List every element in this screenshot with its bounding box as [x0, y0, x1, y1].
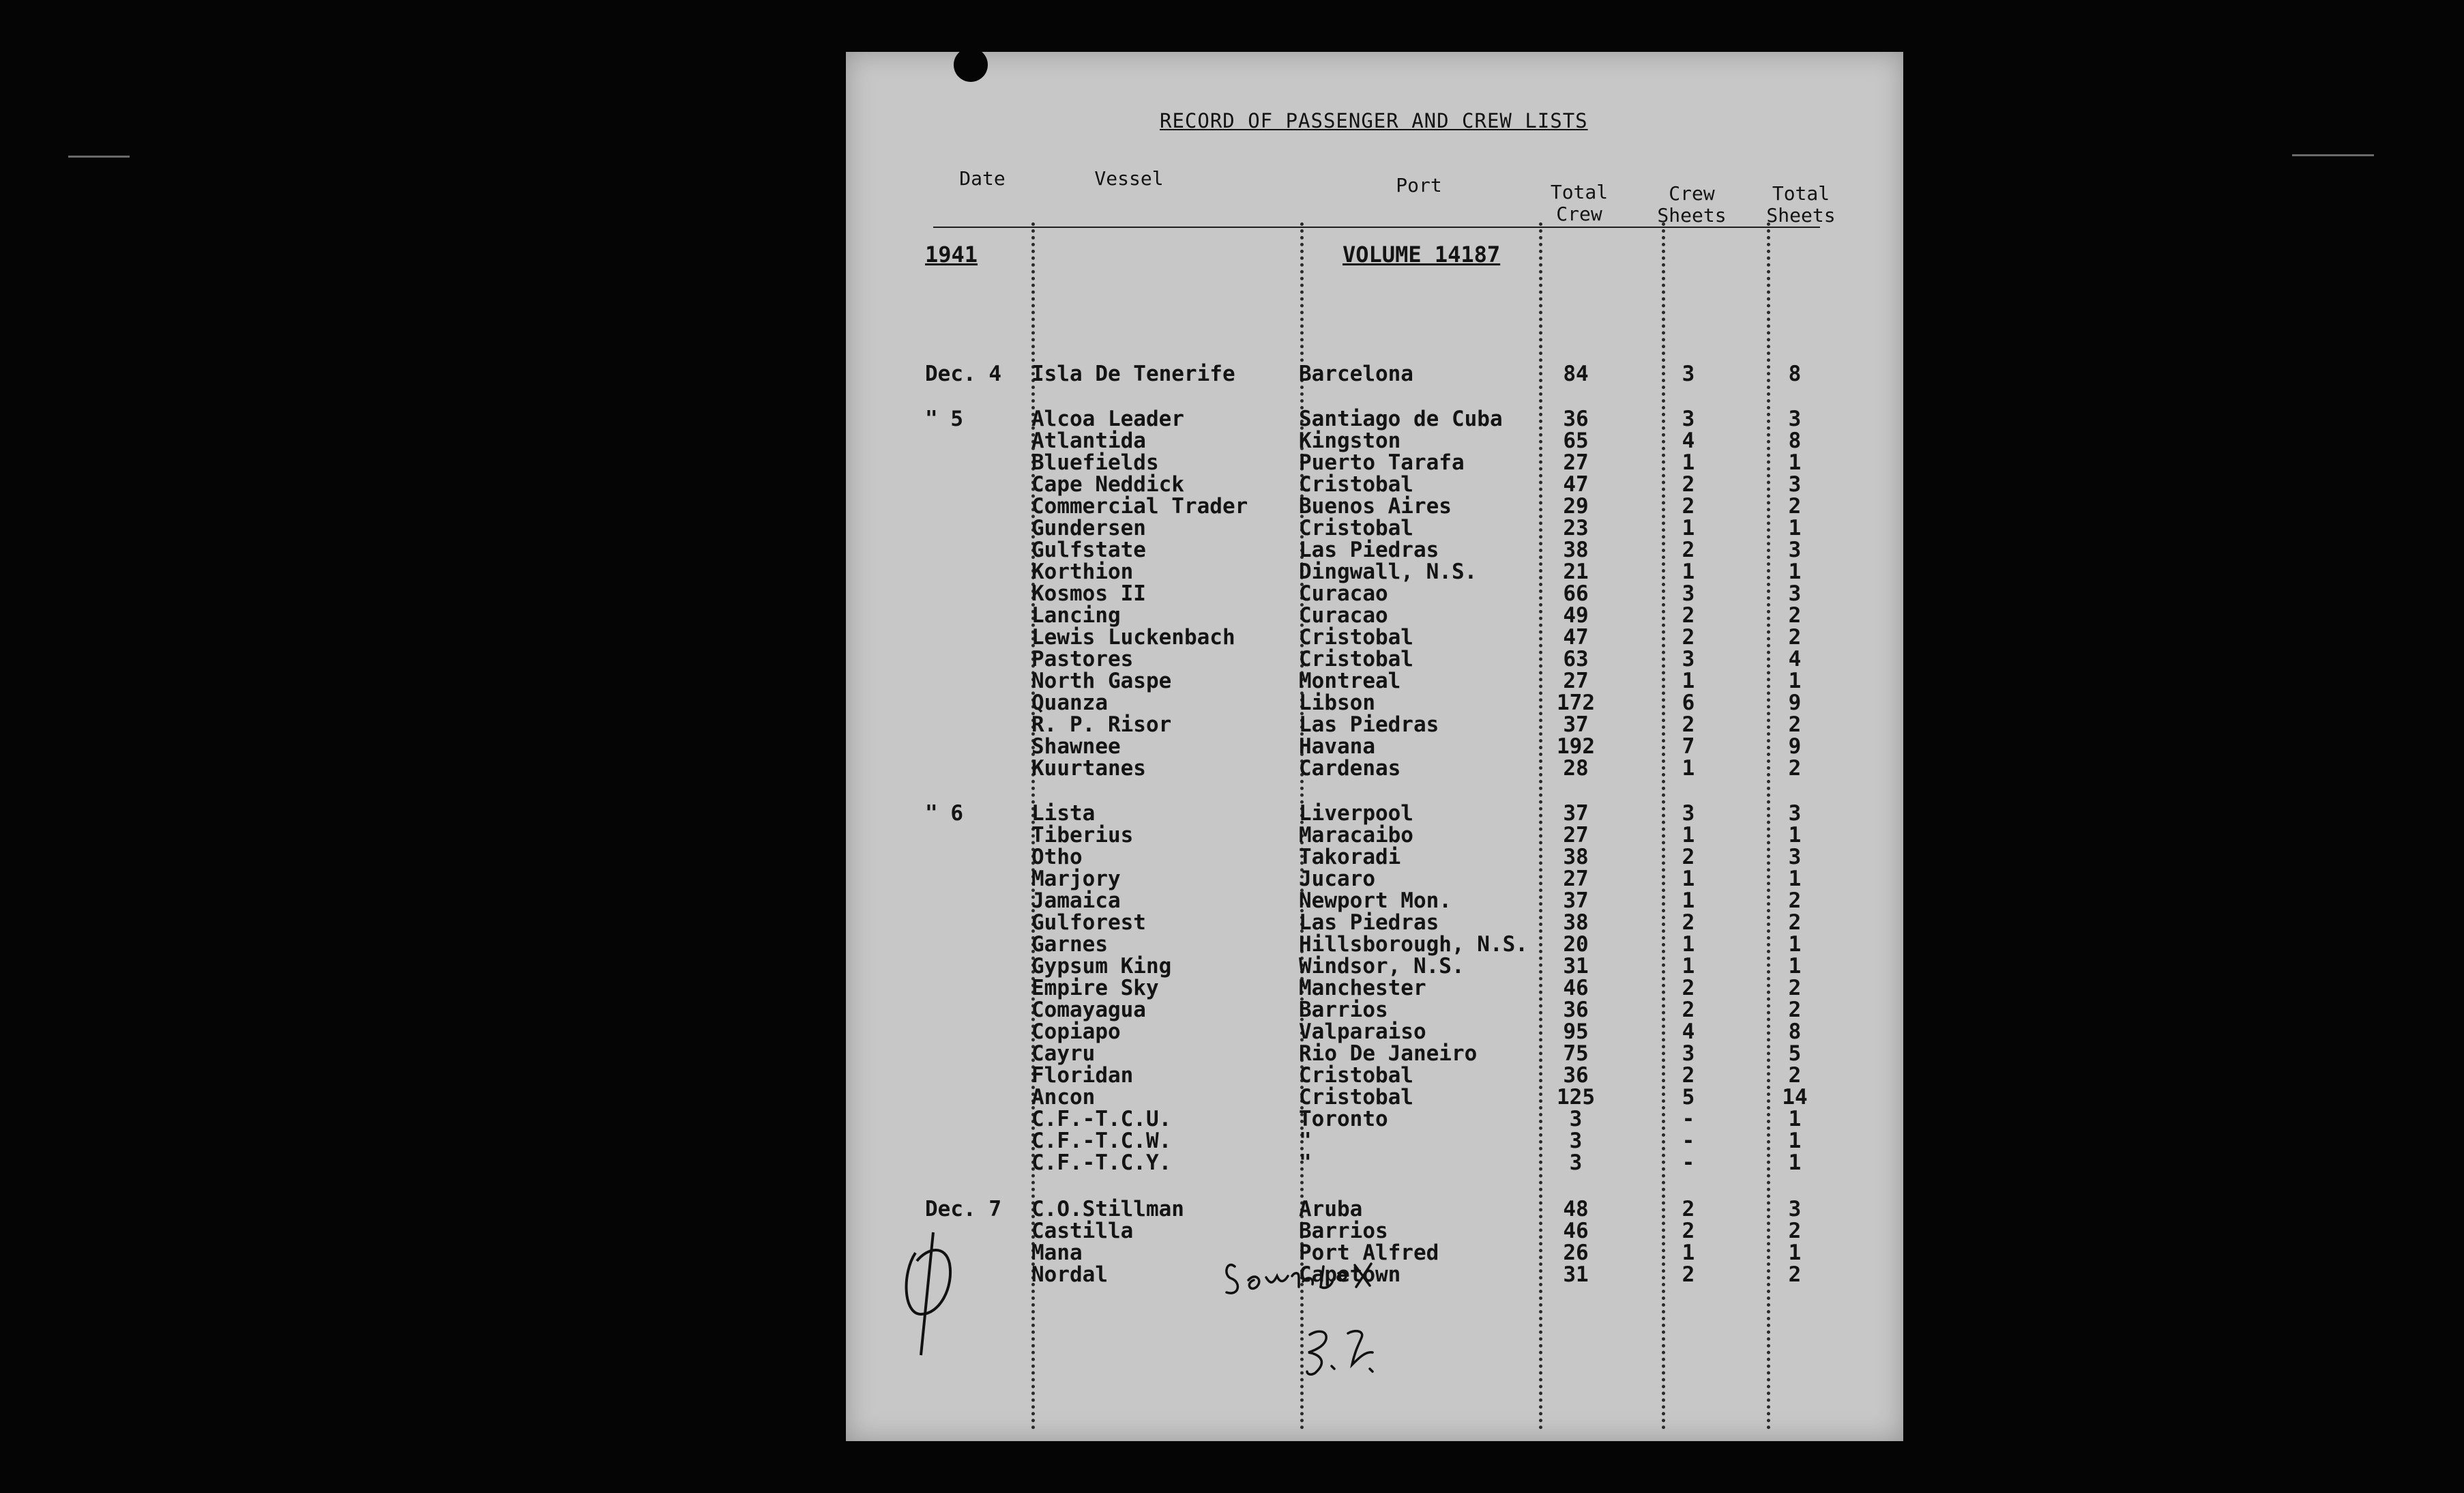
table-row [846, 561, 1903, 583]
row-total-crew: 47 [1563, 625, 1589, 650]
document-title: RECORD OF PASSENGER AND CREW LISTS [1160, 109, 1588, 132]
row-date: " 5 [925, 407, 963, 431]
table-row [846, 714, 1903, 736]
row-vessel: Pastores [1031, 647, 1134, 671]
row-crew-sheets: - [1682, 1150, 1695, 1175]
row-vessel: North Gaspe [1031, 669, 1172, 693]
row-total-crew: 49 [1563, 603, 1589, 628]
row-port: Manchester [1299, 976, 1426, 1000]
row-total-crew: 75 [1563, 1041, 1589, 1066]
table-row [846, 736, 1903, 757]
row-vessel: Korthion [1031, 560, 1134, 584]
row-total-sheets: 2 [1788, 494, 1802, 519]
row-total-sheets: 2 [1788, 1063, 1802, 1088]
row-total-sheets: 9 [1788, 691, 1802, 715]
table-row [846, 430, 1903, 452]
table-row [846, 692, 1903, 714]
table-row [846, 452, 1903, 474]
row-vessel: C.F.-T.C.U. [1031, 1107, 1172, 1131]
row-vessel: Castilla [1031, 1219, 1134, 1243]
row-port: Cristobal [1299, 625, 1413, 650]
table-row [846, 1130, 1903, 1152]
row-crew-sheets: 1 [1682, 669, 1695, 693]
table-row [846, 955, 1903, 977]
row-vessel: Gulfstate [1031, 538, 1146, 562]
row-vessel: Empire Sky [1031, 976, 1159, 1000]
table-row [846, 1021, 1903, 1043]
row-total-crew: 27 [1563, 450, 1589, 475]
handwritten-circle-mark [900, 1226, 969, 1362]
row-total-sheets: 2 [1788, 756, 1802, 781]
row-port: Las Piedras [1299, 538, 1439, 562]
row-total-sheets: 1 [1788, 954, 1802, 979]
row-total-crew: 46 [1563, 976, 1589, 1000]
row-crew-sheets: 4 [1682, 429, 1695, 453]
row-total-sheets: 3 [1788, 581, 1802, 606]
row-total-sheets: 1 [1788, 560, 1802, 584]
row-total-sheets: 1 [1788, 1107, 1802, 1131]
row-total-sheets: 2 [1788, 910, 1802, 935]
table-row [846, 1198, 1903, 1220]
row-port: Kingston [1299, 429, 1401, 453]
table-row [846, 1108, 1903, 1130]
row-port: Barrios [1299, 1219, 1388, 1243]
row-port: Barrios [1299, 998, 1388, 1022]
table-row [846, 802, 1903, 824]
row-crew-sheets: 2 [1682, 910, 1695, 935]
row-vessel: Garnes [1031, 932, 1108, 957]
table-row [846, 868, 1903, 890]
table-row [846, 363, 1903, 385]
row-crew-sheets: 2 [1682, 538, 1695, 562]
row-vessel: C.F.-T.C.W. [1031, 1129, 1172, 1153]
row-total-sheets: 8 [1788, 1019, 1802, 1044]
row-total-sheets: 3 [1788, 538, 1802, 562]
table-row [846, 626, 1903, 648]
row-crew-sheets: 2 [1682, 1262, 1695, 1287]
row-port: Dingwall, N.S. [1299, 560, 1478, 584]
row-total-crew: 31 [1563, 954, 1589, 979]
row-total-crew: 27 [1563, 669, 1589, 693]
row-crew-sheets: 2 [1682, 625, 1695, 650]
row-total-crew: 38 [1563, 845, 1589, 869]
row-port: Puerto Tarafa [1299, 450, 1465, 475]
row-port: Buenos Aires [1299, 494, 1452, 519]
row-port: Las Piedras [1299, 910, 1439, 935]
header-rule [933, 227, 1820, 228]
row-port: Cristobal [1299, 1085, 1413, 1110]
row-date: " 6 [925, 801, 963, 826]
row-total-sheets: 1 [1788, 1129, 1802, 1153]
row-total-crew: 3 [1569, 1107, 1583, 1131]
row-total-sheets: 3 [1788, 472, 1802, 497]
row-total-sheets: 1 [1788, 516, 1802, 540]
row-total-sheets: 2 [1788, 1219, 1802, 1243]
row-port: Liverpool [1299, 801, 1413, 826]
row-crew-sheets: 3 [1682, 647, 1695, 671]
row-total-sheets: 1 [1788, 867, 1802, 891]
row-total-sheets: 8 [1788, 429, 1802, 453]
row-vessel: Gypsum King [1031, 954, 1172, 979]
row-crew-sheets: 3 [1682, 362, 1695, 386]
row-total-sheets: 5 [1788, 1041, 1802, 1066]
row-total-crew: 38 [1563, 538, 1589, 562]
row-date: Dec. 4 [925, 362, 1001, 386]
row-vessel: R. P. Risor [1031, 712, 1172, 737]
row-total-crew: 63 [1563, 647, 1589, 671]
document-sheet [846, 52, 1903, 1441]
row-crew-sheets: 2 [1682, 998, 1695, 1022]
row-vessel: Jamaica [1031, 888, 1121, 913]
row-port: Toronto [1299, 1107, 1388, 1131]
row-total-sheets: 1 [1788, 932, 1802, 957]
row-total-crew: 36 [1563, 407, 1589, 431]
table-row [846, 977, 1903, 999]
table-row [846, 1064, 1903, 1086]
row-total-sheets: 1 [1788, 1150, 1802, 1175]
table-row [846, 648, 1903, 670]
row-total-sheets: 3 [1788, 801, 1802, 826]
row-total-crew: 29 [1563, 494, 1589, 519]
row-total-crew: 21 [1563, 560, 1589, 584]
row-crew-sheets: 6 [1682, 691, 1695, 715]
row-total-crew: 37 [1563, 888, 1589, 913]
scan-edge-mark [2292, 154, 2374, 156]
row-crew-sheets: 2 [1682, 1219, 1695, 1243]
row-vessel: Gulforest [1031, 910, 1146, 935]
row-vessel: Lista [1031, 801, 1096, 826]
table-row [846, 1086, 1903, 1108]
row-crew-sheets: 1 [1682, 954, 1695, 979]
row-crew-sheets: 2 [1682, 976, 1695, 1000]
row-total-sheets: 2 [1788, 998, 1802, 1022]
table-row [846, 757, 1903, 779]
row-total-sheets: 2 [1788, 888, 1802, 913]
row-total-crew: 3 [1569, 1129, 1583, 1153]
row-vessel: Kuurtanes [1031, 756, 1146, 781]
row-total-sheets: 1 [1788, 669, 1802, 693]
row-total-crew: 27 [1563, 867, 1589, 891]
row-vessel: Commercial Trader [1031, 494, 1248, 519]
column-header-port: Port [1396, 174, 1442, 197]
row-vessel: Alcoa Leader [1031, 407, 1184, 431]
row-vessel: Ancon [1031, 1085, 1096, 1110]
table-row [846, 1043, 1903, 1064]
row-port: Montreal [1299, 669, 1401, 693]
row-port: Barcelona [1299, 362, 1413, 386]
row-crew-sheets: 1 [1682, 888, 1695, 913]
row-total-crew: 38 [1563, 910, 1589, 935]
row-total-sheets: 4 [1788, 647, 1802, 671]
table-row [846, 890, 1903, 912]
row-vessel: Shawnee [1031, 734, 1121, 759]
row-total-sheets: 3 [1788, 845, 1802, 869]
table-row [846, 912, 1903, 933]
row-crew-sheets: 7 [1682, 734, 1695, 759]
row-port: Curacao [1299, 603, 1388, 628]
row-crew-sheets: 1 [1682, 450, 1695, 475]
row-crew-sheets: 2 [1682, 1197, 1695, 1221]
table-row [846, 670, 1903, 692]
column-header-total-sheets: Total Sheets [1766, 182, 1836, 227]
row-total-crew: 37 [1563, 801, 1589, 826]
row-crew-sheets: 1 [1682, 560, 1695, 584]
row-crew-sheets: 2 [1682, 845, 1695, 869]
row-vessel: C.F.-T.C.Y. [1031, 1150, 1172, 1175]
row-port: Havana [1299, 734, 1375, 759]
row-total-crew: 36 [1563, 998, 1589, 1022]
row-vessel: Isla De Tenerife [1031, 362, 1235, 386]
row-total-crew: 125 [1557, 1085, 1595, 1110]
row-crew-sheets: 4 [1682, 1019, 1695, 1044]
row-crew-sheets: 2 [1682, 712, 1695, 737]
row-vessel: Lancing [1031, 603, 1121, 628]
row-crew-sheets: 1 [1682, 1241, 1695, 1265]
row-total-crew: 66 [1563, 581, 1589, 606]
table-row [846, 1220, 1903, 1242]
row-crew-sheets: 2 [1682, 472, 1695, 497]
row-total-crew: 27 [1563, 823, 1589, 847]
row-total-crew: 36 [1563, 1063, 1589, 1088]
row-total-sheets: 3 [1788, 407, 1802, 431]
row-total-crew: 3 [1569, 1150, 1583, 1175]
table-row [846, 583, 1903, 605]
row-port: Capetown [1299, 1262, 1401, 1287]
row-vessel: Floridan [1031, 1063, 1134, 1088]
column-header-vessel: Vessel [1094, 167, 1164, 190]
row-total-crew: 172 [1557, 691, 1595, 715]
table-row [846, 605, 1903, 626]
row-vessel: Mana [1031, 1241, 1083, 1265]
table-row [846, 824, 1903, 846]
row-total-crew: 84 [1563, 362, 1589, 386]
row-total-sheets: 2 [1788, 603, 1802, 628]
row-total-sheets: 1 [1788, 450, 1802, 475]
row-vessel: Otho [1031, 845, 1083, 869]
row-crew-sheets: 3 [1682, 1041, 1695, 1066]
row-port: Cardenas [1299, 756, 1401, 781]
row-port: Cristobal [1299, 647, 1413, 671]
row-vessel: Marjory [1031, 867, 1121, 891]
row-date: Dec. 7 [925, 1197, 1001, 1221]
column-header-total-crew: Total Crew [1550, 181, 1609, 225]
row-port: Rio De Janeiro [1299, 1041, 1478, 1066]
row-port: " [1299, 1129, 1312, 1153]
row-total-sheets: 2 [1788, 976, 1802, 1000]
year-heading: 1941 [925, 242, 978, 267]
column-header-crew-sheets: Crew Sheets [1657, 182, 1727, 227]
table-row [846, 517, 1903, 539]
row-port: Cristobal [1299, 472, 1413, 497]
row-vessel: Cayru [1031, 1041, 1096, 1066]
row-vessel: Lewis Luckenbach [1031, 625, 1235, 650]
row-port: Santiago de Cuba [1299, 407, 1503, 431]
row-crew-sheets: 1 [1682, 932, 1695, 957]
punch-hole [954, 52, 988, 82]
row-crew-sheets: 5 [1682, 1085, 1695, 1110]
row-total-sheets: 2 [1788, 712, 1802, 737]
row-vessel: C.O.Stillman [1031, 1197, 1184, 1221]
row-vessel: Bluefields [1031, 450, 1159, 475]
row-port: Port Alfred [1299, 1241, 1439, 1265]
row-port: Maracaibo [1299, 823, 1413, 847]
row-vessel: Quanza [1031, 691, 1108, 715]
row-vessel: Nordal [1031, 1262, 1108, 1287]
row-total-crew: 31 [1563, 1262, 1589, 1287]
row-total-crew: 192 [1557, 734, 1595, 759]
row-crew-sheets: 2 [1682, 494, 1695, 519]
row-vessel: Gundersen [1031, 516, 1146, 540]
row-port: Takoradi [1299, 845, 1401, 869]
row-port: Valparaiso [1299, 1019, 1426, 1044]
row-vessel: Copiapo [1031, 1019, 1121, 1044]
row-port: Cristobal [1299, 1063, 1413, 1088]
row-port: Newport Mon. [1299, 888, 1452, 913]
row-total-sheets: 3 [1788, 1197, 1802, 1221]
row-crew-sheets: 3 [1682, 407, 1695, 431]
table-row [846, 999, 1903, 1021]
row-total-sheets: 14 [1782, 1085, 1808, 1110]
row-crew-sheets: 3 [1682, 581, 1695, 606]
row-port: Aruba [1299, 1197, 1363, 1221]
row-port: Hillsborough, N.S. [1299, 932, 1528, 957]
table-row [846, 474, 1903, 495]
row-crew-sheets: 1 [1682, 516, 1695, 540]
row-vessel: Tiberius [1031, 823, 1134, 847]
row-total-sheets: 8 [1788, 362, 1802, 386]
handwritten-initials [1296, 1314, 1398, 1389]
row-total-sheets: 1 [1788, 823, 1802, 847]
row-port: Windsor, N.S. [1299, 954, 1465, 979]
row-total-crew: 28 [1563, 756, 1589, 781]
column-header-date: Date [959, 167, 1006, 190]
row-crew-sheets: 3 [1682, 801, 1695, 826]
row-port: " [1299, 1150, 1312, 1175]
row-total-sheets: 2 [1788, 625, 1802, 650]
scan-edge-mark [68, 156, 130, 158]
row-vessel: Comayagua [1031, 998, 1146, 1022]
row-crew-sheets: - [1682, 1107, 1695, 1131]
row-crew-sheets: 2 [1682, 603, 1695, 628]
row-total-sheets: 9 [1788, 734, 1802, 759]
row-crew-sheets: - [1682, 1129, 1695, 1153]
row-crew-sheets: 1 [1682, 756, 1695, 781]
row-total-crew: 26 [1563, 1241, 1589, 1265]
table-row [846, 933, 1903, 955]
table-row [846, 1152, 1903, 1174]
row-vessel: Kosmos II [1031, 581, 1146, 606]
table-row [846, 539, 1903, 561]
row-total-crew: 23 [1563, 516, 1589, 540]
row-total-crew: 37 [1563, 712, 1589, 737]
row-port: Curacao [1299, 581, 1388, 606]
row-port: Cristobal [1299, 516, 1413, 540]
row-port: Jucaro [1299, 867, 1375, 891]
table-row [846, 495, 1903, 517]
row-vessel: Atlantida [1031, 429, 1146, 453]
row-total-sheets: 2 [1788, 1262, 1802, 1287]
row-total-crew: 95 [1563, 1019, 1589, 1044]
row-crew-sheets: 1 [1682, 867, 1695, 891]
row-crew-sheets: 2 [1682, 1063, 1695, 1088]
row-port: Libson [1299, 691, 1375, 715]
row-total-crew: 65 [1563, 429, 1589, 453]
row-port: Las Piedras [1299, 712, 1439, 737]
row-total-sheets: 1 [1788, 1241, 1802, 1265]
row-vessel: Cape Neddick [1031, 472, 1184, 497]
volume-heading: VOLUME 14187 [1343, 242, 1501, 267]
row-total-crew: 20 [1563, 932, 1589, 957]
row-total-crew: 47 [1563, 472, 1589, 497]
table-row [846, 408, 1903, 430]
row-crew-sheets: 1 [1682, 823, 1695, 847]
table-row [846, 846, 1903, 868]
row-total-crew: 46 [1563, 1219, 1589, 1243]
row-total-crew: 48 [1563, 1197, 1589, 1221]
